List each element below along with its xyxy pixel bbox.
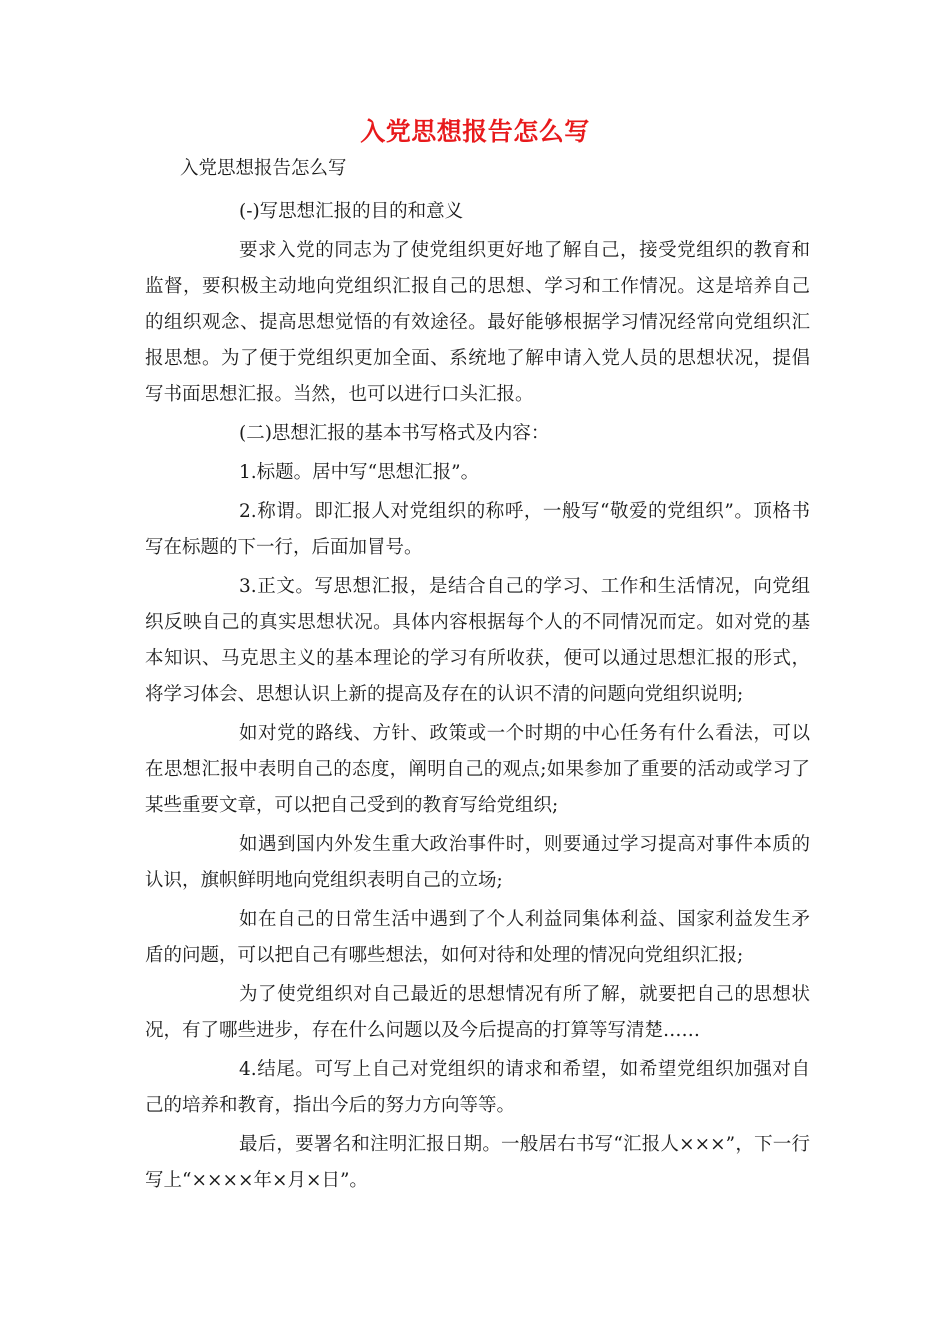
body-paragraph: 要求入党的同志为了使党组织更好地了解自己，接受党组织的教育和监督，要积极主动地向党组织汇报自己的思想、学习和工作情况。这是培养自己的组织观念、提高思想觉悟的有效途径。最好能够根据学习情况经常向党组织汇报思想。为了便于党组织更加全面、系统地了解申请入党人员的思想状况，提倡写书面思想汇报。当然，也可以进行口头汇报。 xyxy=(145,240,810,405)
section-heading-purpose: (-)写思想汇报的目的和意义 xyxy=(239,201,464,222)
document-subtitle: 入党思想报告怎么写 xyxy=(180,158,347,179)
body-paragraph: 为了使党组织对自己最近的思想情况有所了解，就要把自己的思想状况，有了哪些进步，存在什么问题以及今后提高的打算等写清楚…… xyxy=(145,984,810,1041)
list-item-body: 3.正文。写思想汇报，是结合自己的学习、工作和生活情况，向党组织反映自己的真实思想状况。具体内容根据每个人的不同情况而定。如对党的基本知识、马克思主义的基本理论的学习有所收获，便可以通过思想汇报的形式，将学习体会、思想认识上新的提高及存在的认识不清的问题向党组织说明; xyxy=(145,576,810,705)
body-paragraph: 如在自己的日常生活中遇到了个人利益同集体利益、国家利益发生矛盾的问题，可以把自己有哪些想法，如何对待和处理的情况向党组织汇报; xyxy=(145,909,810,966)
page-title: 入党思想报告怎么写 xyxy=(360,117,590,146)
document-body xyxy=(145,194,810,1202)
list-item-salutation: 2.称谓。即汇报人对党组织的称呼，一般写“敬爱的党组织”。顶格书写在标题的下一行，后面加冒号。 xyxy=(145,501,810,558)
list-item-ending: 4.结尾。可写上自己对党组织的请求和希望，如希望党组织加强对自己的培养和教育，指出今后的努力方向等等。 xyxy=(145,1059,810,1116)
body-paragraph-signature: 最后，要署名和注明汇报日期。一般居右书写“汇报人×××”，下一行写上“××××年×月×日”。 xyxy=(145,1134,810,1191)
section-heading-format: (二)思想汇报的基本书写格式及内容： xyxy=(239,423,550,444)
body-paragraph: 如对党的路线、方针、政策或一个时期的中心任务有什么看法，可以在思想汇报中表明自己的态度，阐明自己的观点;如果参加了重要的活动或学习了某些重要文章，可以把自己受到的教育写给党组织; xyxy=(145,723,810,816)
list-item-title: 1.标题。居中写“思想汇报”。 xyxy=(239,462,480,483)
body-paragraph: 如遇到国内外发生重大政治事件时，则要通过学习提高对事件本质的认识，旗帜鲜明地向党组织表明自己的立场; xyxy=(145,834,810,891)
